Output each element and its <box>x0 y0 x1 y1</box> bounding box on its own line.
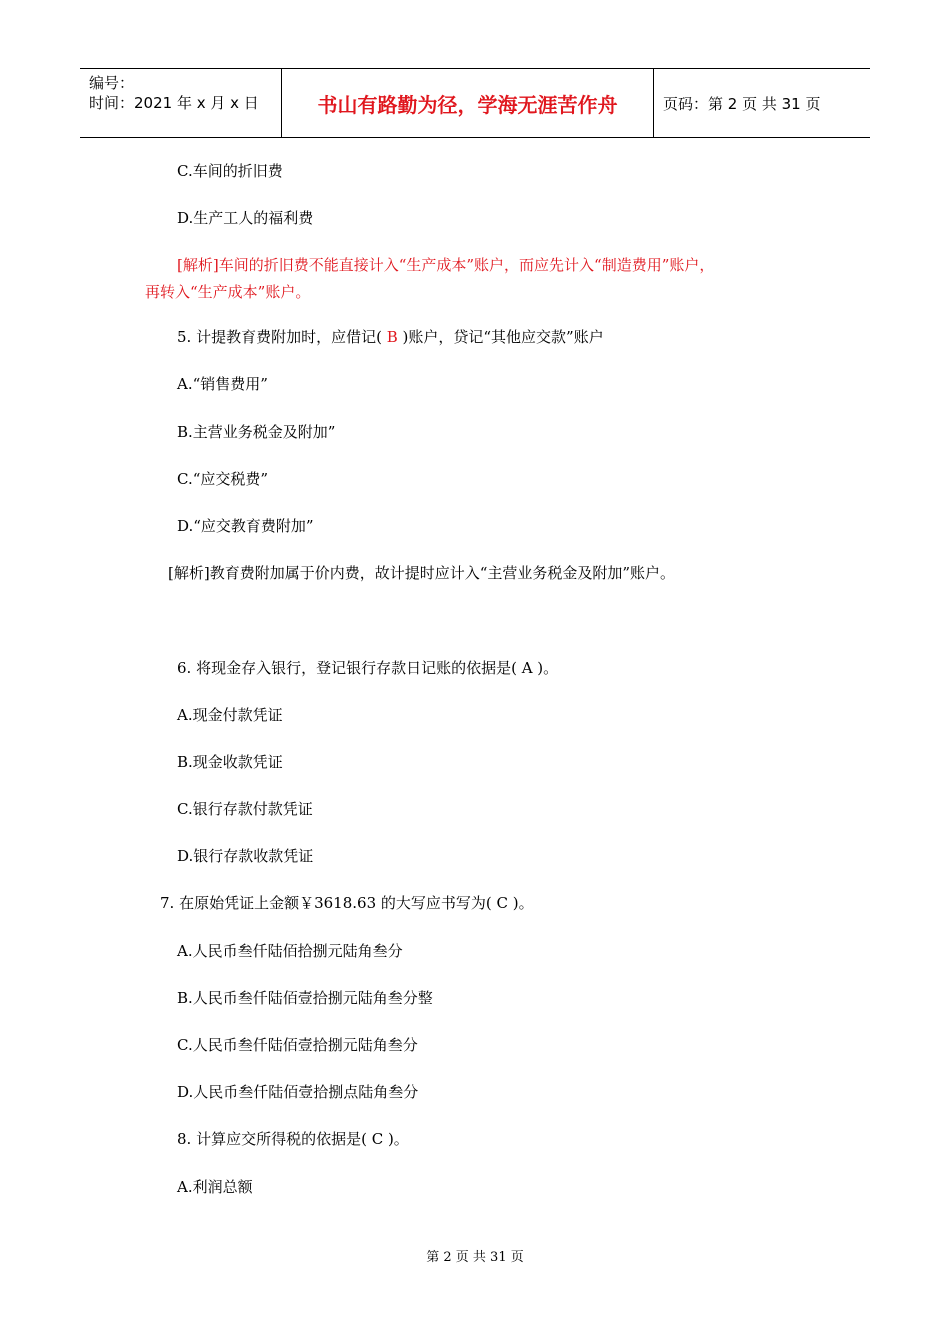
option-line: B.主营业务税金及附加” <box>177 423 336 441</box>
option-line: C.银行存款付款凭证 <box>177 800 313 818</box>
document-time-label: 时间：2021 年 x 月 x 日 <box>89 94 259 112</box>
document-number-label: 编号： <box>89 74 135 92</box>
question-stem <box>177 326 604 348</box>
analysis-line: [解析]车间的折旧费不能直接计入“生产成本”账户，而应先计入“制造费用”账户， <box>177 256 715 274</box>
question-text: )账户，贷记“其他应交款”账户 <box>397 328 604 346</box>
option-line: D.人民币叁仟陆佰壹拾捌点陆角叁分 <box>177 1083 419 1101</box>
option-line: A.现金付款凭证 <box>177 706 283 724</box>
option-line: C.车间的折旧费 <box>177 162 283 180</box>
option-line: D.生产工人的福利费 <box>177 209 314 227</box>
page-header <box>80 68 870 138</box>
question-stem: 6. 将现金存入银行，登记银行存款日记账的依据是( A )。 <box>177 659 559 677</box>
option-line: A.人民币叁仟陆佰拾捌元陆角叁分 <box>177 942 403 960</box>
analysis-line: [解析]教育费附加属于价内费，故计提时应计入“主营业务税金及附加”账户。 <box>168 564 676 582</box>
question-text: 5. 计提教育费附加时，应借记( <box>177 328 387 346</box>
page-footer: 第 2 页 共 31 页 <box>426 1250 524 1265</box>
option-line: D.银行存款收款凭证 <box>177 847 314 865</box>
option-line: A.利润总额 <box>177 1178 253 1196</box>
option-line: B.现金收款凭证 <box>177 753 283 771</box>
question-stem: 8. 计算应交所得税的依据是( C )。 <box>177 1130 409 1148</box>
option-line: A.“销售费用” <box>177 375 268 393</box>
option-line: D.“应交教育费附加” <box>177 517 314 535</box>
header-meta <box>80 69 282 137</box>
header-motto: 书山有路勤为径，学海无涯苦作舟 <box>282 69 654 137</box>
question-stem: 7. 在原始凭证上金额￥3618.63 的大写应书写为( C )。 <box>160 894 534 912</box>
option-line: B.人民币叁仟陆佰壹拾捌元陆角叁分整 <box>177 989 433 1007</box>
answer-letter: B <box>386 328 398 346</box>
analysis-line: 再转入“生产成本”账户。 <box>145 283 311 301</box>
option-line: C.“应交税费” <box>177 470 269 488</box>
header-page-info: 页码：第 2 页 共 31 页 <box>663 94 821 113</box>
option-line: C.人民币叁仟陆佰壹拾捌元陆角叁分 <box>177 1036 418 1054</box>
